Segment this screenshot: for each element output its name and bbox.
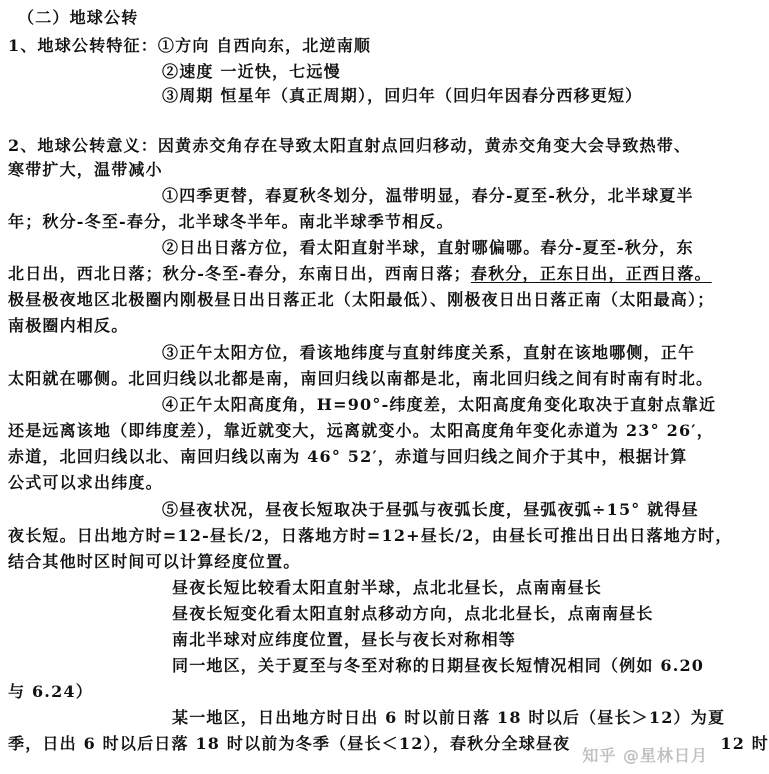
paragraph-line: 寒带扩大，温带减小 — [8, 160, 163, 179]
paragraph-line: ②速度 一近快，七远慢 — [162, 62, 341, 81]
paragraph-line: 昼夜长短变化看太阳直射点移动方向，点北北昼长，点南南昼长 — [172, 604, 654, 623]
paragraph-line: ③周期 恒星年（真正周期），回归年（回归年因春分西移更短） — [162, 86, 643, 105]
paragraph-line: 太阳就在哪侧。北回归线以北都是南，南回归线以南都是北，南北回归线之间有时南有时北。 — [8, 369, 714, 388]
text-span: ，直射哪偏哪。春分-夏至-秋分，东 — [420, 238, 694, 257]
text-span: 12 时 — [720, 734, 769, 753]
underlined-text: 春秋分，正东日出，正西日落。 — [470, 264, 712, 283]
paragraph-line: ①四季更替，春夏秋冬划分，温带明显，春分-夏至-秋分，北半球夏半 — [162, 186, 694, 205]
paragraph-line: 1、地球公转特征：①方向 自西向东，北逆南顺 — [8, 36, 372, 55]
text-span: 北日出，西北日落；秋分-冬至-春分，东南日出，西南日落； — [8, 264, 471, 283]
paragraph-line: 还是远离该地（即纬度差），靠近就变大，远离就变小。太阳高度角年变化赤道为 23° 26′， — [8, 421, 714, 440]
paragraph-line — [8, 264, 712, 284]
paragraph-line: 年；秋分-冬至-春分，北半球冬半年。南北半球季节相反。 — [8, 212, 454, 231]
paragraph-line: 某一地区，日出地方时日出 6 时以前日落 18 时以后（昼长＞12）为夏 — [172, 708, 726, 727]
paragraph-line: 2、地球公转意义：因黄赤交角存在导致太阳直射点回归移动，黄赤交角变大会导致热带、 — [8, 136, 692, 155]
paragraph-line: 与 6.24） — [8, 682, 93, 701]
paragraph-line: ④正午太阳高度角，H=90°-纬度差，太阳高度角变化取决于直射点靠近 — [162, 395, 717, 414]
section-title: （二）地球公转 — [18, 8, 139, 27]
text-span: 季，日出 6 时以后日落 18 时以前为冬季（昼长＜12），春秋分全球昼夜 — [8, 734, 571, 753]
paragraph-line — [162, 238, 694, 258]
watermark: 知乎 @星林日月 — [582, 746, 708, 765]
paragraph-line: 结合其他时区时间可以计算经度位置。 — [8, 552, 301, 571]
paragraph-line: ③正午太阳方位，看该地纬度与直射纬度关系，直射在该地哪侧，正午 — [162, 343, 696, 362]
paragraph-line: 公式可以求出纬度。 — [8, 473, 163, 492]
paragraph-line: 夜长短。日出地方时=12-昼长/2，日落地方时=12+昼长/2，由昼长可推出日出日落地方时， — [8, 526, 733, 545]
text-span: ②日出日落方位， — [162, 238, 300, 257]
paragraph-line: 赤道，北回归线以北、南回归线以南为 46° 52′，赤道与回归线之间介于其中，根据计算 — [8, 447, 688, 466]
paragraph-line: ⑤昼夜状况，昼夜长短取决于昼弧与夜弧长度，昼弧夜弧÷15° 就得昼 — [162, 500, 699, 519]
paragraph-line: 同一地区，关于夏至与冬至对称的日期昼夜长短情况相同（例如 6.20 — [172, 656, 705, 675]
paragraph-line: 昼夜长短比较看太阳直射半球，点北北昼长，点南南昼长 — [172, 578, 603, 597]
paragraph-line: 极昼极夜地区北极圈内刚极昼日出日落正北（太阳最低）、刚极夜日出日落正南（太阳最高）； — [8, 290, 715, 309]
emphasis-text: 看太阳直射半球 — [299, 238, 421, 257]
paragraph-line: 南极圈内相反。 — [8, 316, 129, 335]
paragraph-line: 南北半球对应纬度位置，昼长与夜长对称相等 — [172, 630, 517, 649]
